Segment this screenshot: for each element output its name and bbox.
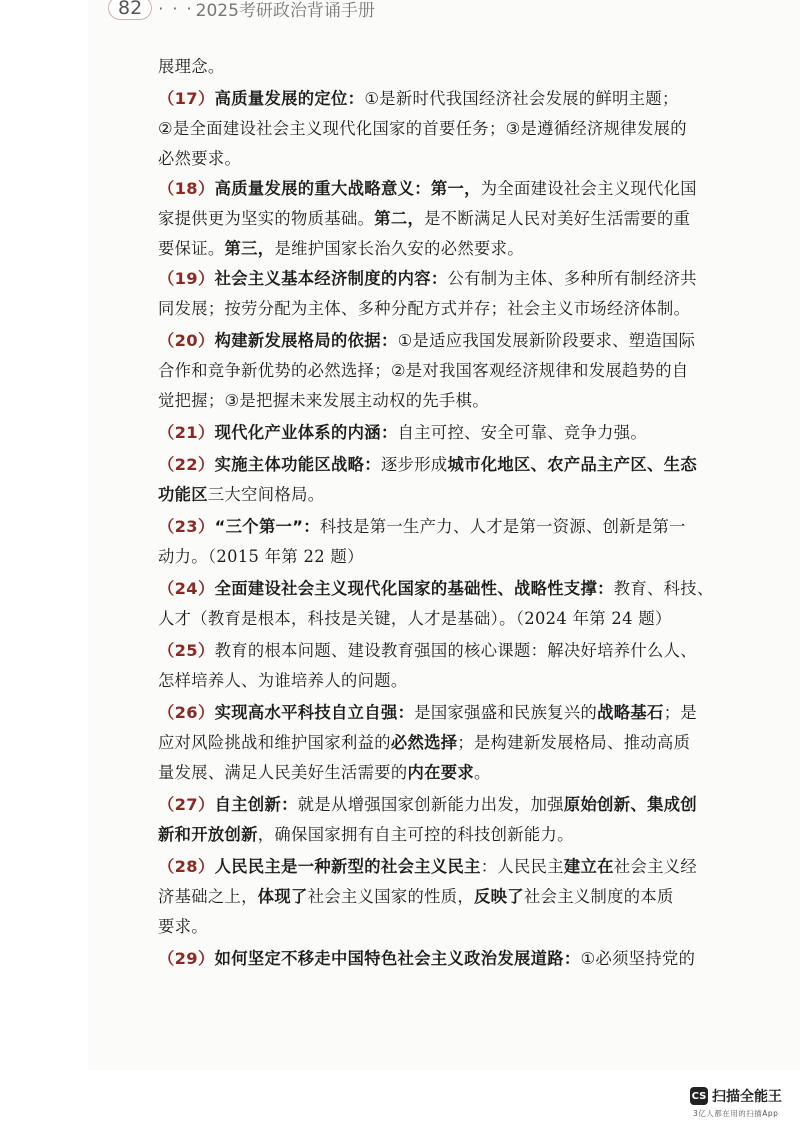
exam-reference: （2024 年第 24 题） bbox=[515, 609, 672, 628]
item-19: （19）社会主义基本经济制度的内容：公有制为主体、多种所有制经济共 bbox=[158, 269, 697, 288]
book-title: 2025考研政治背诵手册 bbox=[195, 0, 375, 21]
item-number: （19） bbox=[158, 269, 215, 288]
item-21: （21）现代化产业体系的内涵：自主可控、安全可靠、竞争力强。 bbox=[158, 423, 648, 442]
text-line: 应对风险挑战和维护国家利益的必然选择；是构建新发展格局、推动高质 bbox=[158, 733, 691, 752]
item-number: （18） bbox=[158, 179, 215, 198]
item-24: （24）全面建设社会主义现代化国家的基础性、战略性支撑：教育、科技、 bbox=[158, 579, 714, 598]
text-line: 要求。 bbox=[158, 917, 208, 936]
camscanner-logo-icon: CS bbox=[690, 1087, 708, 1105]
item-number: （27） bbox=[158, 795, 215, 814]
page-header bbox=[108, 0, 375, 22]
item-23: （23）“三个第一”：科技是第一生产力、人才是第一资源、创新是第一 bbox=[158, 517, 686, 536]
text-line: 合作和竞争新优势的必然选择；②是对我国客观经济规律和发展趋势的自 bbox=[158, 361, 689, 380]
item-number: （24） bbox=[158, 579, 215, 598]
item-number: （25） bbox=[158, 641, 215, 660]
text-line: 要保证。第三，是维护国家长治久安的必然要求。 bbox=[158, 239, 524, 258]
text-line: 觉把握；③是把握未来发展主动权的先手棋。 bbox=[158, 391, 489, 410]
item-27: （27）自主创新：就是从增强国家创新能力出发，加强原始创新、集成创 bbox=[158, 795, 697, 814]
text-line: 量发展、满足人民美好生活需要的内在要求。 bbox=[158, 763, 491, 782]
header-dots: · · · bbox=[158, 0, 194, 18]
item-number: （21） bbox=[158, 423, 215, 442]
text-line: 怎样培养人、为谁培养人的问题。 bbox=[158, 671, 408, 690]
camscanner-name: 扫描全能王 bbox=[712, 1089, 782, 1105]
exam-reference: （2015 年第 22 题） bbox=[207, 547, 364, 566]
item-25: （25）教育的根本问题、建设教育强国的核心课题：解决好培养什么人、 bbox=[158, 641, 697, 660]
camscanner-watermark bbox=[690, 1086, 782, 1106]
text-line: 展理念。 bbox=[158, 57, 225, 76]
text-line: 必然要求。 bbox=[158, 149, 242, 168]
item-number: （20） bbox=[158, 331, 215, 350]
text-line: 动力。（2015 年第 22 题） bbox=[158, 547, 364, 566]
text-line: 功能区三大空间格局。 bbox=[158, 485, 325, 504]
text-line: 济基础之上，体现了社会主义国家的性质，反映了社会主义制度的本质 bbox=[158, 887, 674, 906]
item-18: （18）高质量发展的重大战略意义：第一，为全面建设社会主义现代化国 bbox=[158, 179, 697, 198]
item-number: （23） bbox=[158, 517, 215, 536]
text-line: 人才（教育是根本，科技是关键，人才是基础）。（2024 年第 24 题） bbox=[158, 609, 672, 628]
text-line: ②是全面建设社会主义现代化国家的首要任务；③是遵循经济规律发展的 bbox=[158, 119, 687, 138]
item-17: （17）高质量发展的定位：①是新时代我国经济社会发展的鲜明主题； bbox=[158, 89, 679, 108]
item-number: （26） bbox=[158, 703, 215, 722]
page-number: 82 bbox=[108, 0, 152, 20]
item-26: （26）实现高水平科技自立自强：是国家强盛和民族复兴的战略基石；是 bbox=[158, 703, 697, 722]
item-28: （28）人民民主是一种新型的社会主义民主：人民民主建立在社会主义经 bbox=[158, 857, 697, 876]
item-number: （28） bbox=[158, 857, 215, 876]
item-number: （22） bbox=[158, 455, 215, 474]
item-number: （29） bbox=[158, 949, 215, 968]
camscanner-tagline: 3亿人都在用的扫描App bbox=[693, 1109, 779, 1118]
text-line: 同发展；按劳分配为主体、多种分配方式并存；社会主义市场经济体制。 bbox=[158, 299, 691, 318]
item-20: （20）构建新发展格局的依据：①是适应我国发展新阶段要求、塑造国际 bbox=[158, 331, 696, 350]
item-number: （17） bbox=[158, 89, 215, 108]
item-29: （29）如何坚定不移走中国特色社会主义政治发展道路：①必须坚持党的 bbox=[158, 949, 696, 968]
text-line: 新和开放创新，确保国家拥有自主可控的科技创新能力。 bbox=[158, 825, 574, 844]
item-22: （22）实施主体功能区战略：逐步形成城市化地区、农产品主产区、生态 bbox=[158, 455, 697, 474]
text-line: 家提供更为坚实的物质基础。第二，是不断满足人民对美好生活需要的重 bbox=[158, 209, 691, 228]
